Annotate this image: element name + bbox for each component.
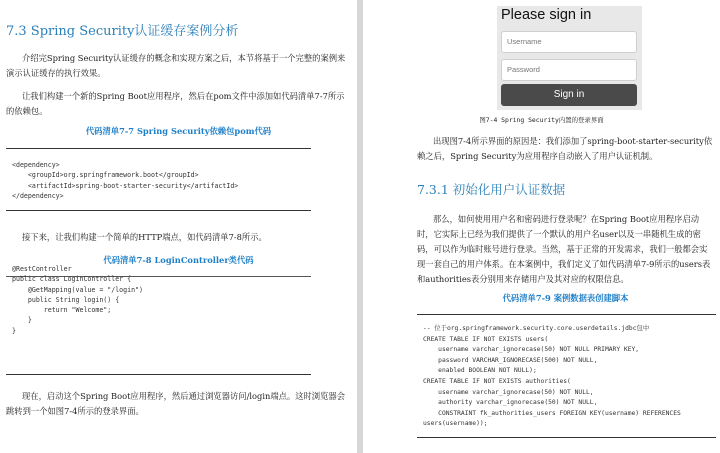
listing-7-7-code: <dependency> <groupId>org.springframework.boot</groupId> <artifactId>spring-boot-starter-security</artifactId> </dependency>	[12, 161, 239, 200]
login-paragraph: 现在，启动这个Spring Boot应用程序，然后通过浏览器访问/login端点。这时浏览器会跳转到一个如图7-4所示的登录界面。	[6, 391, 345, 416]
section-title-7-3: 7.3 Spring Security认证缓存案例分析	[6, 24, 239, 39]
listing-7-9-top-rule	[417, 314, 716, 315]
left-page	[0, 0, 357, 453]
listing-7-8-caption: 代码清单7-8 LoginController类代码	[103, 255, 254, 265]
listing-7-9-code: -- 位于org.springframework.security.core.userdetails.jdbc包中 CREATE TABLE IF NOT EXISTS users( username varchar_ignorecase(50) NOT NULL PRIMARY KEY, password VARCHAR_IGNORECASE(500) NOT NULL, enabled BOOLEAN NOT NULL); CREATE TABLE IF NOT EXISTS authorities( username varchar_ignorecase(50) NOT NULL, authority varchar_ignorecase(50) NOT NULL, CONSTRAINT fk_authorities_users FOREIGN KEY(username) REFERENCES users(username));	[423, 325, 681, 428]
password-input[interactable]: Password	[501, 59, 637, 81]
figure-7-4-caption: 图7-4 Spring Security内置的登录界面	[479, 116, 604, 124]
right-page	[363, 0, 720, 453]
http-paragraph: 接下来，让我们构建一个简单的HTTP端点，如代码清单7-8所示。	[22, 232, 267, 242]
listing-7-9-caption: 代码清单7-9 案例数据表创建脚本	[502, 293, 629, 303]
signin-screenshot	[497, 6, 642, 110]
listing-7-7-bottom-rule	[6, 210, 311, 211]
users-paragraph: 那么，如何使用用户名和密码进行登录呢？在Spring Boot应用程序启动时，它实际上已经为我们提供了一个默认的用户名user以及一串随机生成的密码，可以作为临时账号进行登录。当然，基于正常的开发需求，我们一般都会实现一套自己的用户体系。在本案例中，我们定义了如代码清单7-9所示的users表和authorities表分别用来存储用户及其对应的权限信息。	[417, 214, 711, 284]
listing-7-7-caption: 代码清单7-7 Spring Security依赖包pom代码	[85, 126, 272, 136]
listing-7-8-code: @RestController public class LoginController { @GetMapping(value = "/login") public String login() { return "Welcome"; } }	[12, 265, 144, 335]
listing-7-7-top-rule	[6, 148, 311, 149]
listing-7-8-bottom-rule	[6, 374, 311, 375]
intro-paragraph: 介绍完Spring Security认证缓存的概念和实现方案之后，本节将基于一个完整的案例来演示认证缓存的执行效果。	[6, 53, 346, 78]
pom-paragraph: 让我们构建一个新的Spring Boot应用程序，然后在pom文件中添加如代码清单7-7所示的依赖包。	[6, 91, 345, 116]
listing-7-9-bottom-rule	[417, 437, 716, 438]
signin-button[interactable]: Sign in	[501, 84, 637, 106]
signin-title: Please sign in	[501, 7, 592, 23]
subsection-title-7-3-1: 7.3.1 初始化用户认证数据	[417, 182, 566, 197]
username-input[interactable]: Username	[501, 31, 637, 53]
figure-explanation-paragraph: 出现图7-4所示界面的原因是：我们添加了spring-boot-starter-security依赖之后，Spring Security为应用程序自动嵌入了用户认证机制。	[417, 136, 713, 161]
